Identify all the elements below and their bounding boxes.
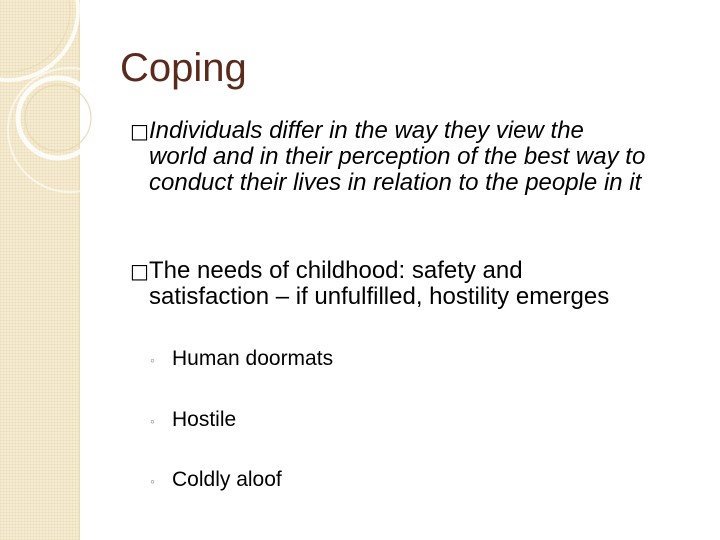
bullet-marker-icon: □	[130, 119, 149, 143]
bullet-individuals	[130, 118, 700, 196]
sub-bullet-coldly-aloof	[150, 467, 282, 494]
sub-bullet-text: Coldly aloof	[172, 468, 282, 491]
slide-title: Coping	[120, 46, 247, 90]
sub-bullet-marker-icon: ◦	[150, 352, 155, 368]
bullet-text-line1: Individuals differ in the way they view the	[149, 117, 584, 144]
sub-bullet-marker-icon: ◦	[150, 473, 155, 489]
bullet-text-continuation: world and in their perception of the best way to conduct their lives in relation to the people in it	[149, 143, 646, 196]
bullet-needs-of-childhood	[130, 258, 700, 310]
sub-bullet-marker-icon: ◦	[150, 413, 155, 429]
sub-bullet-human-doormats	[150, 346, 333, 373]
bullet-text-line1: The needs of childhood: safety and	[149, 257, 523, 284]
bullet-marker-icon: □	[130, 259, 149, 283]
bullet-text-continuation: satisfaction – if unfulfilled, hostility emerges	[149, 283, 610, 310]
sub-bullet-text: Human doormats	[172, 347, 334, 370]
sub-bullet-text: Hostile	[172, 408, 237, 431]
decorative-side-band	[0, 0, 80, 540]
sub-bullet-hostile	[150, 407, 236, 434]
